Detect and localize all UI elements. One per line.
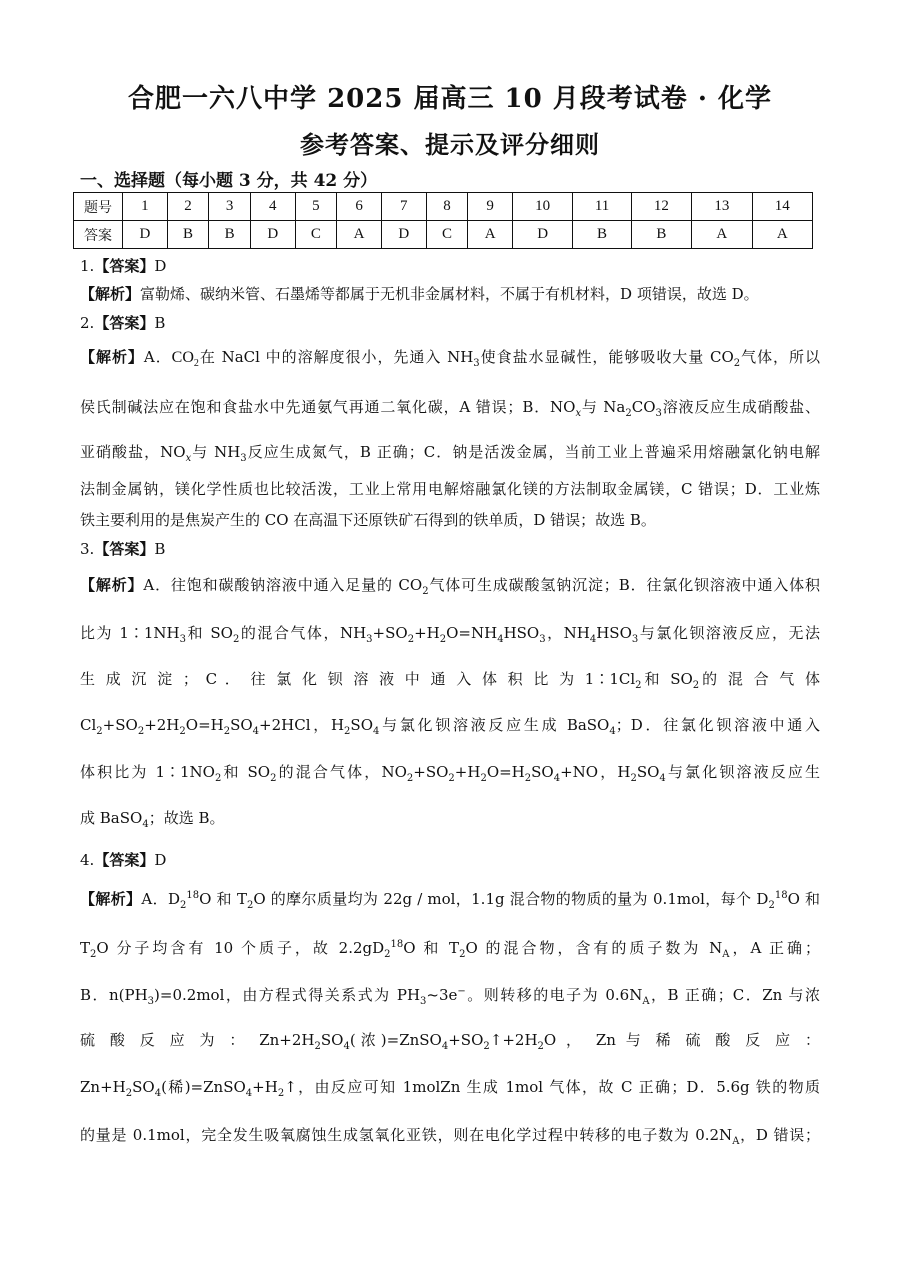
- table-cell: 10: [512, 193, 572, 221]
- answer-line-2: 2.【答案】B: [80, 314, 166, 332]
- table-cell: D: [381, 221, 426, 249]
- answer-line-4: 4.【答案】D: [80, 851, 167, 869]
- answer-line-1: 1.【答案】D: [80, 257, 167, 275]
- table-cell: 13: [692, 193, 752, 221]
- table-cell: 6: [337, 193, 382, 221]
- table-cell: B: [573, 221, 631, 249]
- table-cell: A: [337, 221, 382, 249]
- table-cell: 7: [381, 193, 426, 221]
- explanation-4-line-2: $T_2O$ 分子均含有 10 个质子，故 $2.2gD_2^{18}O$ 和 $T_2O$ 的混合物，含有的质子数为 $N_A$，A 正确；: [80, 939, 821, 960]
- explanation-2-line-2: 侯氏制碱法应在饱和食盐水中先通氨气再通二氧化碳，A 错误；B．$NO_x$与 $Na_2CO_3$溶液反应生成硝酸盐、: [80, 398, 820, 419]
- table-cell: D: [512, 221, 572, 249]
- table-cell: A: [752, 221, 812, 249]
- table-cell: D: [250, 221, 295, 249]
- table-cell: B: [209, 221, 251, 249]
- table-row-label: 答案: [74, 221, 123, 249]
- explanation-3-line-6: 成 BaSO$_4$；故选 B。: [80, 809, 225, 830]
- table-cell: D: [123, 221, 168, 249]
- explanation-line-1: 【解析】富勒烯、碳纳米管、石墨烯等都属于无机非金属材料，不属于有机材料，D 项错误，故选 D。: [80, 285, 759, 303]
- page-title: 合肥一六八中学 2025 届高三 10 月段考试卷 · 化学: [128, 84, 772, 114]
- table-cell: 5: [295, 193, 337, 221]
- table-cell: B: [167, 221, 209, 249]
- explanation-4-line-4: 硫 酸 反 应 为 ： $Zn+2H_2SO_4$(浓)$=ZnSO_4+SO_2↑+2H_2O$ ， Zn 与 稀 硫 酸 反 应 ：: [80, 1031, 821, 1052]
- table-cell: A: [692, 221, 752, 249]
- table-cell: 9: [468, 193, 513, 221]
- section-heading: 一、选择题（每小题 3 分，共 42 分）: [80, 171, 378, 191]
- answer-line-3: 3.【答案】B: [80, 540, 166, 558]
- explanation-3-line-3: 生 成 沉 淀 ； C ． 往 氯 化 钡 溶 液 中 通 入 体 积 比 为 $1∶1Cl_2$和 $SO_2$的 混 合 气 体: [80, 670, 820, 691]
- explanation-2-line-3: 亚硝酸盐，$NO_x$与 $NH_3$反应生成氮气，B 正确；C．钠是活泼金属，当前工业上普遍采用熔融氯化钠电解: [80, 443, 820, 464]
- explanation-2-line-5: 铁主要利用的是焦炭产生的 CO 在高温下还原铁矿石得到的铁单质，D 错误；故选 B。: [80, 511, 656, 529]
- explanation-3-line-2: 比为 $1∶1NH_3$和 $SO_2$的混合气体，$NH_3+SO_2+H_2O=NH_4HSO_3$，$NH_4HSO_3$与氯化钡溶液反应，无法: [80, 624, 820, 645]
- table-cell: 3: [209, 193, 251, 221]
- page-subtitle: 参考答案、提示及评分细则: [300, 130, 600, 159]
- explanation-4-line-3: B．$n(PH_3)=0.2mol$，由方程式得关系式为 $PH_3\sim 3e^-$。则转移的电子为 $0.6N_A$，B 正确；C．Zn 与浓: [80, 986, 820, 1007]
- table-cell: 12: [631, 193, 691, 221]
- explanation-3-line-5: 体积比为 $1∶1NO_2$和 $SO_2$的混合气体，$NO_2+SO_2+H_2O=H_2SO_4+NO$，$H_2SO_4$与氯化钡溶液反应生: [80, 763, 821, 784]
- table-cell: 2: [167, 193, 209, 221]
- table-cell: A: [468, 221, 513, 249]
- explanation-3-line-1: 【解析】A．往饱和碳酸钠溶液中通入足量的 $CO_2$气体可生成碳酸氢钠沉淀；B．往氯化钡溶液中通入体积: [80, 576, 820, 597]
- table-cell: C: [295, 221, 337, 249]
- explanation-4-line-1: 【解析】A．$D_2^{18}O$ 和 $T_2O$ 的摩尔质量均为 22g / mol，1.1g 混合物的物质的量为 0.1mol，每个 $D_2^{18}O$ 和: [80, 890, 820, 911]
- explanation-4-line-5: $Zn+H_2SO_4$(稀)$=ZnSO_4+H_2↑$，由反应可知 1molZn 生成 1mol 气体，故 C 正确；D．5.6g 铁的物质: [80, 1078, 820, 1099]
- table-row-answers: [74, 221, 813, 249]
- explanation-2-line-4: 法制金属钠，镁化学性质也比较活泼，工业上常用电解熔融氯化镁的方法制取金属镁，C 错误；D．工业炼: [80, 480, 820, 498]
- table-row-label: 题号: [74, 193, 123, 221]
- explanation-3-line-4: $Cl_2+SO_2+2H_2O=H_2SO_4+2HCl$，$H_2SO_4$与氯化钡溶液反应生成 BaSO$_4$；D．往氯化钡溶液中通入: [80, 716, 820, 737]
- table-cell: B: [631, 221, 691, 249]
- table-cell: 1: [123, 193, 168, 221]
- table-cell: 8: [426, 193, 468, 221]
- table-cell: 4: [250, 193, 295, 221]
- table-cell: C: [426, 221, 468, 249]
- table-cell: 11: [573, 193, 631, 221]
- table-row-numbers: [74, 193, 813, 221]
- explanation-2-line-1: 【解析】A．$CO_2$在 NaCl 中的溶解度很小，先通入 $NH_3$使食盐水显碱性，能够吸收大量 $CO_2$气体，所以: [80, 348, 820, 370]
- table-cell: 14: [752, 193, 812, 221]
- explanation-4-line-6: 的量是 0.1mol，完全发生吸氧腐蚀生成氢氧化亚铁，则在电化学过程中转移的电子数为 $0.2N_A$，D 错误；: [80, 1126, 820, 1147]
- answer-table: [73, 192, 813, 249]
